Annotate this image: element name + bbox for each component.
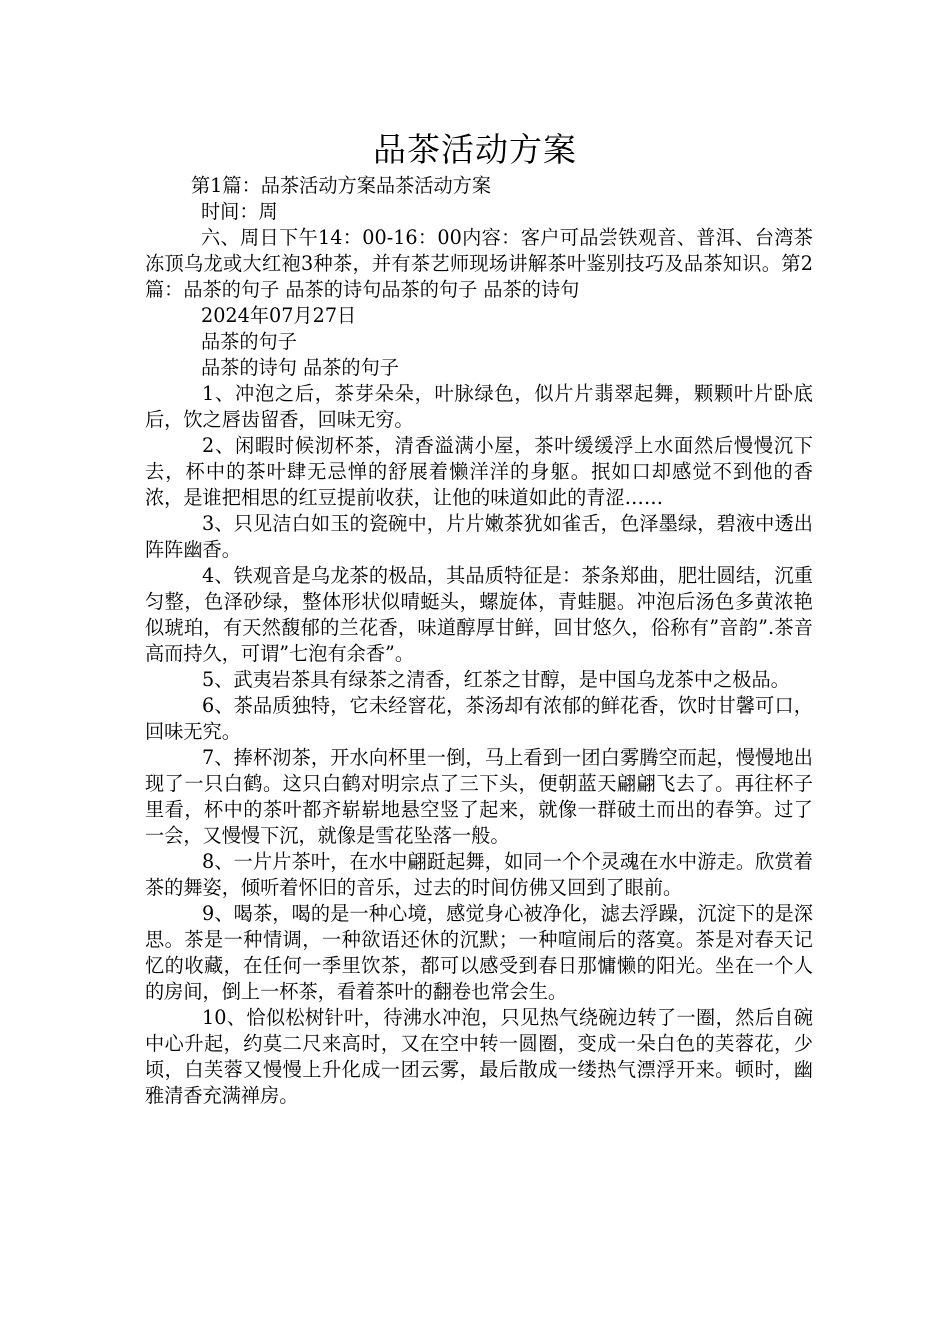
- paragraph-item-5: 5、武夷岩茶具有绿茶之清香，红茶之甘醇，是中国乌龙茶中之极品。: [202, 668, 790, 691]
- paragraph-item-9: 9、喝茶，喝的是一种心境，感觉身心被净化，滤去浮躁，沉淀下的是深思。茶是一种情调，一种欲语还休的沉默；一种喧闹后的落寞。茶是对春天记忆的收藏，在任何一季里饮茶，都可以感受到春日那慵懒的阳光。坐在一个人的房间，倒上一杯茶，看着茶叶的翻卷也常会生。: [145, 902, 813, 1003]
- paragraph-subheading-1: 品茶的句子: [201, 330, 297, 353]
- document-title: 品茶活动方案: [373, 130, 577, 169]
- paragraph-1: 第1篇：品茶活动方案品茶活动方案: [191, 174, 492, 197]
- paragraph-3: 六、周日下午14：00-16：00内容：客户可品尝铁观音、普洱、台湾茶冻顶乌龙或大红袍3种茶，并有茶艺师现场讲解茶叶鉴别技巧及品茶知识。第2篇：品茶的句子 品茶的诗句品茶的句子 品茶的诗句: [145, 226, 813, 301]
- paragraph-item-10: 10、恰似松树针叶，待沸水冲泡，只见热气绕碗边转了一圈，然后自碗中心升起，约莫二尺来高时，又在空中转一圆圈，变成一朵白色的芙蓉花，少顷，白芙蓉又慢慢上升化成一团云雾，最后散成一缕热气漂浮开来。顿时，幽雅清香充满禅房。: [145, 1006, 813, 1107]
- paragraph-subheading-2: 品茶的诗句 品茶的句子: [201, 356, 399, 379]
- paragraph-item-2: 2、闲暇时候沏杯茶，清香溢满小屋，茶叶缓缓浮上水面然后慢慢沉下去，杯中的茶叶肆无忌惮的舒展着懒洋洋的身躯。抿如口却感觉不到他的香浓，是谁把相思的红豆提前收获，让他的味道如此的青涩……: [145, 434, 813, 509]
- document-body: [145, 173, 813, 1109]
- paragraph-item-8: 8、一片片茶叶，在水中翩跹起舞，如同一个个灵魂在水中游走。欣赏着茶的舞姿，倾听着怀旧的音乐，过去的时间仿佛又回到了眼前。: [145, 850, 813, 899]
- paragraph-item-1: 1、冲泡之后，茶芽朵朵，叶脉绿色，似片片翡翠起舞，颗颗叶片卧底后，饮之唇齿留香，回味无穷。: [145, 382, 813, 431]
- paragraph-2: 时间：周: [201, 200, 278, 223]
- paragraph-item-4: 4、铁观音是乌龙茶的极品，其品质特征是：茶条郑曲，肥壮圆结，沉重匀整，色泽砂绿，整体形状似晴蜓头，螺旋体，青蛙腿。冲泡后汤色多黄浓艳似琥珀，有天然馥郁的兰花香，味道醇厚甘鲜，回甘悠久，俗称有”音韵”.茶音高而持久，可谓”七泡有余香”。: [145, 564, 813, 665]
- paragraph-item-3: 3、只见洁白如玉的瓷碗中，片片嫩茶犹如雀舌，色泽墨绿，碧液中透出阵阵幽香。: [145, 512, 813, 561]
- paragraph-date: 2024年07月27日: [201, 304, 357, 327]
- paragraph-item-6: 6、茶品质独特，它未经窨花，茶汤却有浓郁的鲜花香，饮时甘馨可口，回味无究。: [145, 694, 813, 743]
- paragraph-item-7: 7、捧杯沏茶，开水向杯里一倒，马上看到一团白雾腾空而起，慢慢地出现了一只白鹤。这只白鹤对明宗点了三下头，便朝蓝天翩翩飞去了。再往杯子里看，杯中的茶叶都齐崭崭地悬空竖了起来，就像一群破土而出的春笋。过了一会，又慢慢下沉，就像是雪花坠落一般。: [145, 746, 813, 847]
